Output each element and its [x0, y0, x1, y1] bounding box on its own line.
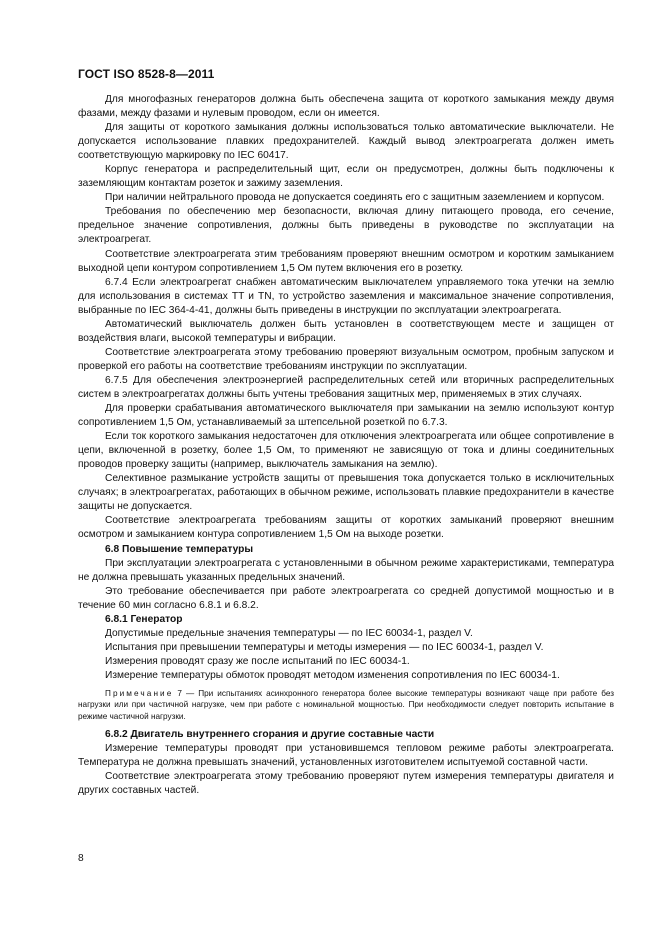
paragraph: Для проверки срабатывания автоматического выключателя при замыкании на землю используют контур сопротивлением 1,5 Ом, устанавливаемый за штепсельной розеткой по 6.7.3. [78, 403, 614, 429]
note-label: Примечание [105, 688, 174, 698]
paragraph: Это требование обеспечивается при работе электроагрегата со средней допустимой мощностью и в течение 60 мин согласно 6.8.1 и 6.8.2. [78, 585, 614, 611]
paragraph: 6.7.5 Для обеспечения электроэнергией распределительных сетей или вторичных распределительных систем в электроагрегатах должны быть учтены требования защитных мер, применяемых в этих случаях. [78, 374, 614, 400]
paragraph: Для многофазных генераторов должна быть обеспечена защита от короткого замыкания между двумя фазами, между фазами и нулевым проводом, если он имеется. [78, 94, 614, 120]
document-header: ГОСТ ISO 8528-8—2011 [78, 67, 215, 81]
paragraph: Селективное размыкание устройств защиты от превышения тока допускается только в исключительных случаях; в электроагрегатах, работающих в обычном режиме, использовать плавкие предохранители в качестве защиты не допускается. [78, 473, 614, 513]
paragraph: Требования по обеспечению мер безопасности, включая длину питающего провода, его сечение, предельное значение сопротивления, должны быть приведены в руководстве по эксплуатации на электроагрегат. [78, 206, 614, 246]
paragraph: Соответствие электроагрегата этому требованию проверяют визуальным осмотром, пробным запуском и проверкой его работы на соответствие требованиям инструкции по эксплуатации. [78, 346, 614, 372]
section-heading-6-8-2: 6.8.2 Двигатель внутреннего сгорания и другие составные части [105, 729, 435, 741]
section-heading-6-8: 6.8 Повышение температуры [105, 543, 254, 555]
paragraph: Соответствие электроагрегата этим требованиям проверяют внешним осмотром и коротким замыканием выходной цепи контуром сопротивлением 1,5 Ом путем включения его в розетку. [78, 248, 614, 274]
page-number: 8 [78, 853, 84, 864]
document-body [78, 93, 614, 798]
paragraph: Испытания при превышении температуры и методы измерения — по IEC 60034-1, раздел V. [105, 641, 544, 653]
paragraph: Автоматический выключатель должен быть установлен в соответствующем месте и защищен от воздействия влаги, высокой температуры и вибрации. [78, 318, 614, 344]
note-7 [78, 688, 614, 722]
paragraph: 6.7.4 Если электроагрегат снабжен автоматическим выключателем управляемого тока утечки на землю для использования в системах TT и TN, то устройство заземления и максимальное значение сопротивления, выбранные по IEC 364-4-41, должны быть приведены в инструкции по эксплуатации электроагрегата. [78, 276, 614, 316]
paragraph: При эксплуатации электроагрегата с установленными в обычном режиме характеристиками, температура не должна превышать указанных предельных значений. [78, 557, 614, 583]
paragraph: Если ток короткого замыкания недостаточен для отключения электроагрегата или общее сопротивление в цепи, включенной в розетку, более 1,5 Ом, то применяют не зависящую от тока и длины соединительных проводов проверку защиты (например, выключатель замыкания на землю). [78, 431, 614, 471]
paragraph: Соответствие электроагрегата этому требованию проверяют путем измерения температуры двигателя и других составных частей. [78, 771, 614, 797]
paragraph: Соответствие электроагрегата требованиям защиты от коротких замыканий проверяют внешним осмотром и замыканием контура сопротивлением 1,5 Ом на выходе розетки. [78, 515, 614, 541]
paragraph: Измерение температуры проводят при установившемся тепловом режиме работы электроагрегата. Температура не должна превышать значений, установленных изготовителем испытуемой составной части. [78, 743, 614, 769]
section-heading-6-8-1: 6.8.1 Генератор [105, 613, 183, 625]
note-text: 7 — При испытаниях асинхронного генератора более высокие температуры возникают чаще при работе без нагрузки или при частичной нагрузке, чем при работе с номинальной мощностью. При необходимости следует повторить испытание в режиме частичной нагрузки. [78, 688, 614, 721]
paragraph: Для защиты от короткого замыкания должны использоваться только автоматические выключатели. Не допускается использование плавких предохранителей. Каждый вывод электроагрегата должен иметь соответствующую маркировку по IEC 60417. [78, 122, 614, 162]
paragraph: Допустимые предельные значения температуры — по IEC 60034-1, раздел V. [105, 627, 473, 639]
paragraph: Корпус генератора и распределительный щит, если он предусмотрен, должны быть подключены к заземляющим контактам розеток и зажиму заземления. [78, 164, 614, 190]
paragraph: Измерение температуры обмоток проводят методом изменения сопротивления по IEC 60034-1. [105, 669, 560, 681]
paragraph: При наличии нейтрального провода не допускается соединять его с защитным заземлением и корпусом. [105, 192, 605, 204]
paragraph: Измерения проводят сразу же после испытаний по IEC 60034-1. [105, 655, 410, 667]
